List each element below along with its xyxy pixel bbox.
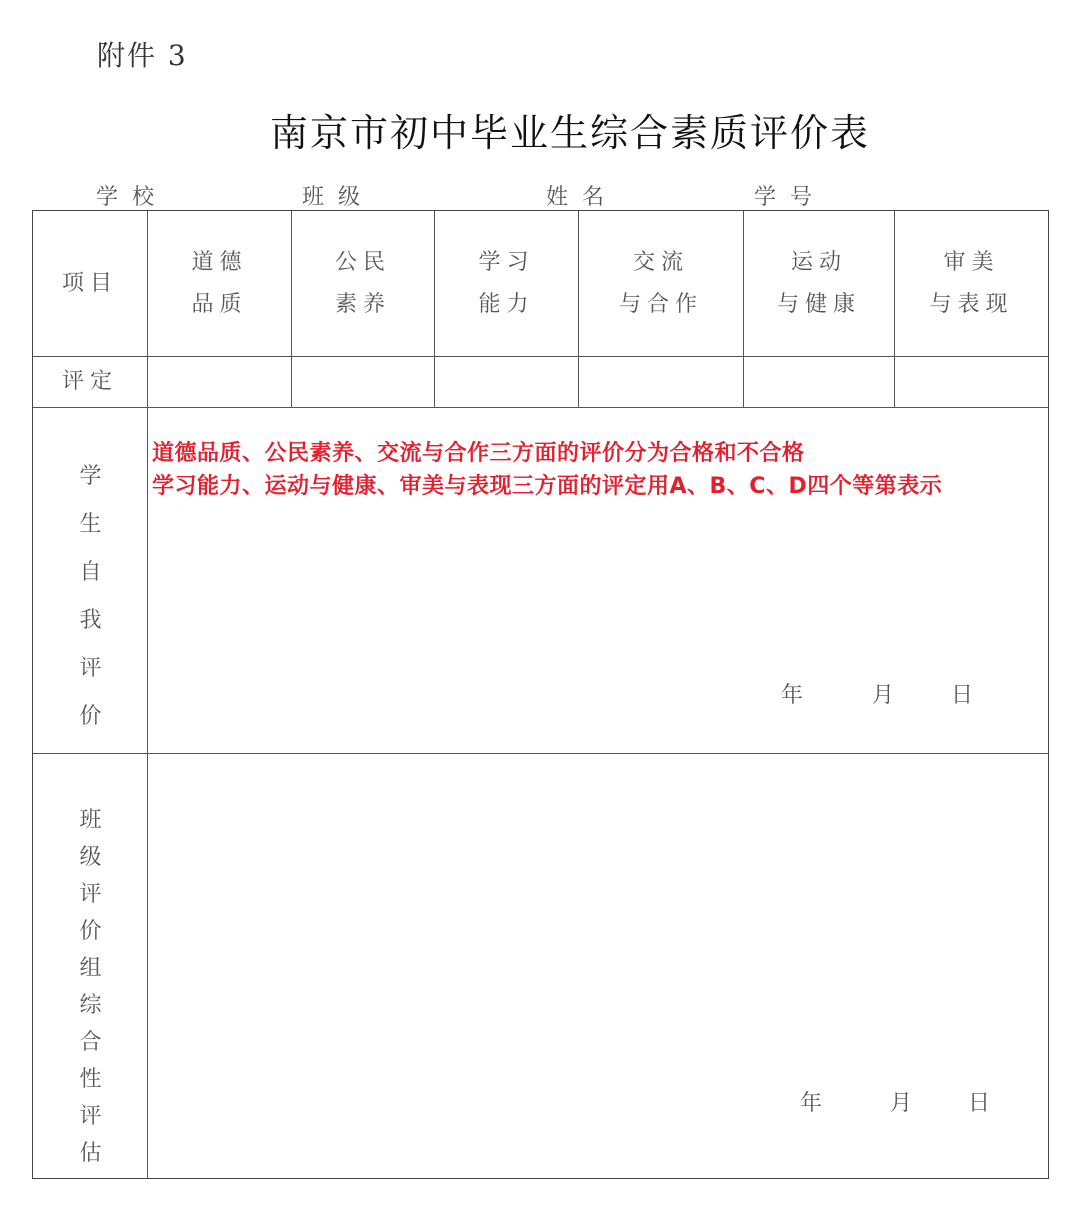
category-header xyxy=(895,211,1048,356)
self-eval-year: 年 xyxy=(781,683,804,708)
label-char: 性 xyxy=(79,1067,102,1092)
category-line1: 运动 xyxy=(790,249,847,275)
category-line1: 交流 xyxy=(632,249,689,275)
category-line1: 公民 xyxy=(334,249,391,275)
self-evaluation-label xyxy=(33,459,148,730)
label-char: 估 xyxy=(79,1141,102,1166)
category-line2: 能力 xyxy=(478,291,535,317)
category-header xyxy=(292,211,434,356)
row-divider xyxy=(33,356,1048,357)
label-char: 评 xyxy=(79,882,102,907)
category-line1: 道德 xyxy=(191,249,248,275)
category-header xyxy=(435,211,578,356)
label-char: 我 xyxy=(79,608,102,633)
label-char: 合 xyxy=(79,1030,102,1055)
evaluation-table xyxy=(32,210,1049,1179)
self-eval-month: 月 xyxy=(872,683,895,708)
category-header xyxy=(744,211,894,356)
grading-note-abcd: 学习能力、运动与健康、审美与表现三方面的评定用A、B、C、D四个等第表示 xyxy=(152,474,943,499)
name-label: 姓名 xyxy=(546,185,619,210)
label-char: 评 xyxy=(79,656,102,681)
label-char: 价 xyxy=(79,704,102,729)
form-title: 南京市初中毕业生综合素质评价表 xyxy=(269,111,870,155)
class-evaluation-label xyxy=(33,803,148,1167)
category-line1: 审美 xyxy=(943,249,1000,275)
student-id-label: 学号 xyxy=(754,185,827,210)
label-char: 组 xyxy=(79,956,102,981)
category-line2: 品质 xyxy=(191,291,248,317)
class-eval-year: 年 xyxy=(800,1091,823,1116)
self-eval-day: 日 xyxy=(951,683,974,708)
label-char: 自 xyxy=(79,560,102,585)
row-divider xyxy=(33,753,1048,754)
category-line2: 与健康 xyxy=(776,291,861,317)
school-label: 学校 xyxy=(96,185,169,210)
category-header xyxy=(148,211,291,356)
class-label: 班级 xyxy=(302,185,375,210)
category-line2: 与合作 xyxy=(618,291,703,317)
item-header-text: 项目 xyxy=(61,270,118,296)
attachment-label: 附件 3 xyxy=(97,39,188,72)
label-char: 学 xyxy=(79,464,102,489)
item-header xyxy=(33,211,147,356)
category-line2: 与表现 xyxy=(929,291,1014,317)
label-char: 价 xyxy=(79,919,102,944)
class-eval-month: 月 xyxy=(890,1091,913,1116)
rating-label xyxy=(33,357,147,407)
category-header xyxy=(579,211,743,356)
label-char: 级 xyxy=(79,845,102,870)
label-char: 综 xyxy=(79,993,102,1018)
class-eval-day: 日 xyxy=(968,1091,991,1116)
label-char: 评 xyxy=(79,1104,102,1129)
label-char: 生 xyxy=(79,512,102,537)
rating-label-text: 评定 xyxy=(61,369,118,394)
label-char: 班 xyxy=(79,808,102,833)
row-divider xyxy=(33,407,1048,408)
category-line2: 素养 xyxy=(334,291,391,317)
category-line1: 学习 xyxy=(478,249,535,275)
grading-note-pass-fail: 道德品质、公民素养、交流与合作三方面的评价分为合格和不合格 xyxy=(152,441,805,466)
